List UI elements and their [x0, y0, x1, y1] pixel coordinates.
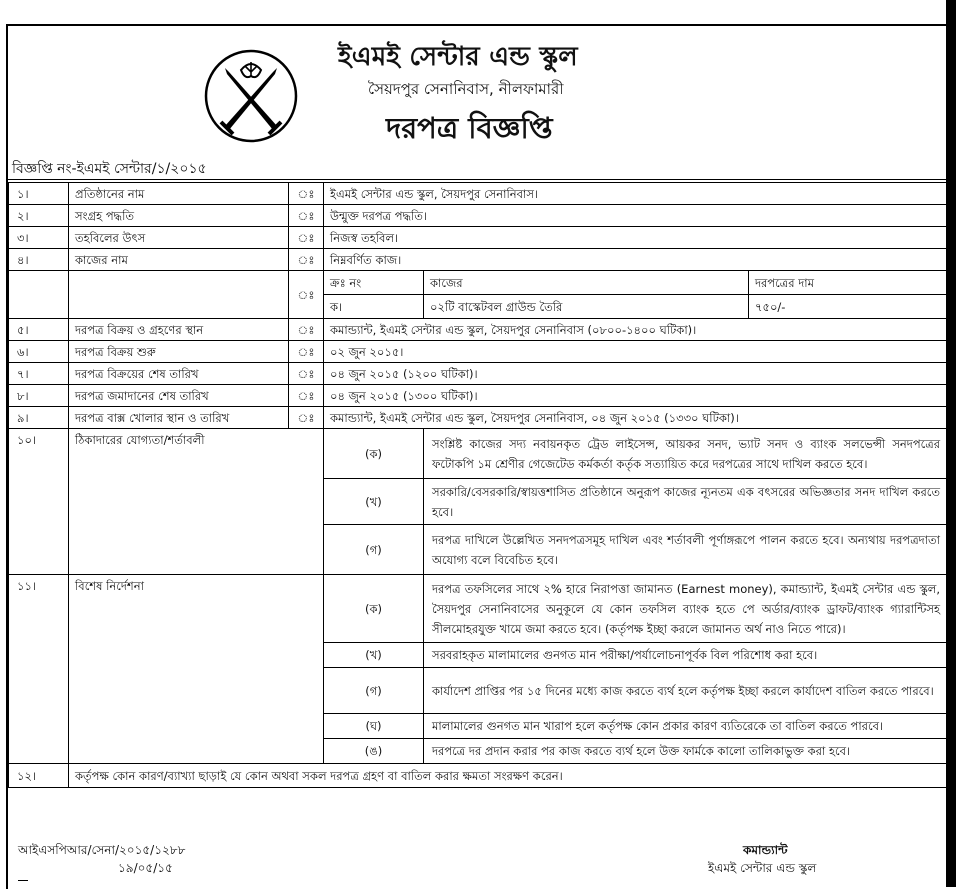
- work-price: ৭৫০/-: [749, 295, 949, 319]
- empty-cell: [9, 271, 69, 319]
- condition-text: দরপত্র দাখিলে উল্লেখিত সনদপত্রসমূহ দাখিল এবং শর্তাবলী পূর্ণাঙ্গরূপে পালন করতে হবে। অন্যথায় দরপত্রদাতা অযোগ্য বলে বিবেচিত হবে।: [424, 525, 949, 575]
- row-label: ঠিকাদারের যোগ্যতা/শর্তাবলী: [69, 429, 324, 575]
- notice-header: [8, 26, 948, 156]
- row-value: নিম্নবর্ণিত কাজ।: [324, 249, 949, 271]
- row-colon: ঃ: [289, 385, 324, 407]
- row-colon: ঃ: [289, 249, 324, 271]
- empty-cell: [69, 271, 289, 319]
- condition-text: সরকারি/বেসরকারি/স্বায়ত্তশাসিত প্রতিষ্ঠানে অনুরূপ কাজের ন্যূনতম এক বৎসরের অভিজ্ঞতার সনদ দাখিল করতে হবে।: [424, 479, 949, 525]
- row-number: ৬।: [9, 341, 69, 363]
- work-name-header: কাজের: [424, 271, 749, 295]
- row-label: কাজের নাম: [69, 249, 289, 271]
- instruction-key: (ঙ): [324, 739, 424, 764]
- row-colon: ঃ: [289, 205, 324, 227]
- tender-notice-page: [6, 24, 948, 889]
- row-label: দরপত্র বিক্রয় ও গ্রহণের স্থান: [69, 319, 289, 341]
- instruction-text: দরপত্র তফসিলের সাথে ২% হারে নিরাপত্তা জামানত (Earnest money), কমান্ড্যান্ট, ইএমই সেন্টার এন্ড স্কুল, সৈয়দপুর সেনানিবাসের অনুকূলে যে কোন তফসিল ব্যাংক হতে পে অর্ডার/ব্যাংক ড্রাফট/ব্যাংক গ্যারান্টিসহ সীলমোহরযুক্ত খামে জমা করতে হবে। (কর্তৃপক্ষ ইচ্ছা করলে জামানত অর্থ নাও নিতে পারে)।: [424, 575, 949, 643]
- row-value: ০২ জুন ২০১৫।: [324, 341, 949, 363]
- row-value: নিজস্ব তহবিল।: [324, 227, 949, 249]
- notice-title: দরপত্র বিজ্ঞপ্তি: [386, 111, 553, 145]
- condition-text: সংশ্লিষ্ট কাজের সদ্য নবায়নকৃত ট্রেড লাইসেন্স, আয়কর সনদ, ভ্যাট সনদ ও ব্যাংক সলভেন্সী সনদপত্রের ফটোকপি ১ম শ্রেণীর গেজেটেড কর্মকর্তা কর্তৃক সত্যায়িত করে দরপত্রের সাথে দাখিল করতে হবে।: [424, 429, 949, 479]
- row-label: সংগ্রহ পদ্ধতি: [69, 205, 289, 227]
- table-row: [9, 363, 949, 385]
- work-name: ০২টি বাস্কেটবল গ্রাউন্ড তৈরি: [424, 295, 749, 319]
- row-number: ১২।: [9, 764, 69, 788]
- row-number: ২।: [9, 205, 69, 227]
- tender-details-table: [8, 182, 949, 788]
- row-number: ৭।: [9, 363, 69, 385]
- row-colon: ঃ: [289, 341, 324, 363]
- row-label: দরপত্র বিক্রয়ের শেষ তারিখ: [69, 363, 289, 385]
- instruction-key: (খ): [324, 643, 424, 668]
- row-label: বিশেষ নির্দেশনা: [69, 575, 324, 764]
- row-number: ৪।: [9, 249, 69, 271]
- row-value: কমান্ড্যান্ট, ইএমই সেন্টার এন্ড স্কুল, সৈয়দপুর সেনানিবাস, ০৪ জুন ২০১৫ (১৩৩০ ঘটিকা)।: [324, 407, 949, 429]
- row-colon: ঃ: [289, 407, 324, 429]
- work-serial: ক।: [324, 295, 424, 319]
- row-value: ০৪ জুন ২০১৫ (১৩০০ ঘটিকা)।: [324, 385, 949, 407]
- row-number: ৯।: [9, 407, 69, 429]
- reference-date: ১৯/০৫/১৫: [118, 861, 173, 875]
- row-value: ইএমই সেন্টার এন্ড স্কুল, সৈয়দপুর সেনানিবাস।: [324, 183, 949, 205]
- row-number: ৩।: [9, 227, 69, 249]
- instruction-text: কার্যাদেশ প্রাপ্তির পর ১৫ দিনের মধ্যে কাজ করতে ব্যর্থ হলে কর্তৃপক্ষ ইচ্ছা করলে কার্যাদেশ বাতিল করতে পারবে।: [424, 668, 949, 714]
- table-row: [9, 227, 949, 249]
- row-colon: ঃ: [289, 363, 324, 385]
- instruction-text: সরবরাহকৃত মালামালের গুনগত মান পরীক্ষা/পর্যালোচনাপূর্বক বিল পরিশোধ করা হবে।: [424, 643, 949, 668]
- work-price-header: দরপত্রের দাম: [749, 271, 949, 295]
- row-colon: ঃ: [289, 227, 324, 249]
- row-number: ৫।: [9, 319, 69, 341]
- table-row: [9, 205, 949, 227]
- row-value: উন্মুক্ত দরপত্র পদ্ধতি।: [324, 205, 949, 227]
- condition-key: (ক): [324, 429, 424, 479]
- row-number: ১০।: [9, 429, 69, 575]
- row-label: প্রতিষ্ঠানের নাম: [69, 183, 289, 205]
- crossed-swords-emblem-icon: [203, 48, 299, 144]
- row-value: কমান্ড্যান্ট, ইএমই সেন্টার এন্ড স্কুল, সৈয়দপুর সেনানিবাস (০৮০০-১৪০০ ঘটিকা)।: [324, 319, 949, 341]
- condition-key: (খ): [324, 479, 424, 525]
- signatory-organization: ইএমই সেন্টার এন্ড স্কুল: [708, 861, 817, 875]
- row-number: ১।: [9, 183, 69, 205]
- instruction-text: মালামালের গুনগত মান খারাপ হলে কর্তৃপক্ষ কোন প্রকার কারণ ব্যতিরেকে তা বাতিল করতে পারবে।: [424, 714, 949, 739]
- condition-key: (গ): [324, 525, 424, 575]
- row-label: দরপত্র জমাদানের শেষ তারিখ: [69, 385, 289, 407]
- work-table-header: [9, 271, 949, 295]
- row-label: দরপত্র বাক্স খোলার স্থান ও তারিখ: [69, 407, 289, 429]
- row-value: ০৪ জুন ২০১৫ (১২০০ ঘটিকা)।: [324, 363, 949, 385]
- instruction-text: দরপত্রে দর প্রদান করার পর কাজ করতে ব্যর্থ হলে উক্ত ফার্মকে কালো তালিকাভুক্ত করা হবে।: [424, 739, 949, 764]
- notice-number: বিজ্ঞপ্তি নং-ইএমই সেন্টার/১/২০১৫: [8, 158, 948, 180]
- table-row: [9, 407, 949, 429]
- row-number: ১১।: [9, 575, 69, 764]
- institution-address: সৈয়দপুর সেনানিবাস, নীলফামারী: [368, 80, 564, 98]
- row-label: দরপত্র বিক্রয় শুরু: [69, 341, 289, 363]
- notice-footer: [8, 838, 948, 889]
- table-row: [9, 249, 949, 271]
- table-row: [9, 764, 949, 788]
- row-colon: ঃ: [289, 319, 324, 341]
- institution-title: ইএমই সেন্টার এন্ড স্কুল: [338, 42, 578, 72]
- table-row: [9, 183, 949, 205]
- reference-number: আইএসপিআর/সেনা/২০১৫/১২৮৮: [18, 843, 186, 857]
- signatory-title: কমান্ড্যান্ট: [743, 843, 788, 857]
- cut-mark: [18, 880, 28, 887]
- instruction-key: (ঘ): [324, 714, 424, 739]
- instruction-key: (ক): [324, 575, 424, 643]
- instruction-key: (গ): [324, 668, 424, 714]
- row-number: ৮।: [9, 385, 69, 407]
- row-colon: ঃ: [289, 271, 324, 319]
- instruction-row: [9, 575, 949, 643]
- table-row: [9, 319, 949, 341]
- condition-row: [9, 429, 949, 479]
- work-serial-header: ক্রঃ নং: [324, 271, 424, 295]
- table-row: [9, 341, 949, 363]
- table-row: [9, 385, 949, 407]
- row-label: তহবিলের উৎস: [69, 227, 289, 249]
- row-value: কর্তৃপক্ষ কোন কারণ/ব্যাখ্যা ছাড়াই যে কোন অথবা সকল দরপত্র গ্রহণ বা বাতিল করার ক্ষমতা সংরক্ষণ করেন।: [69, 764, 949, 788]
- row-colon: ঃ: [289, 183, 324, 205]
